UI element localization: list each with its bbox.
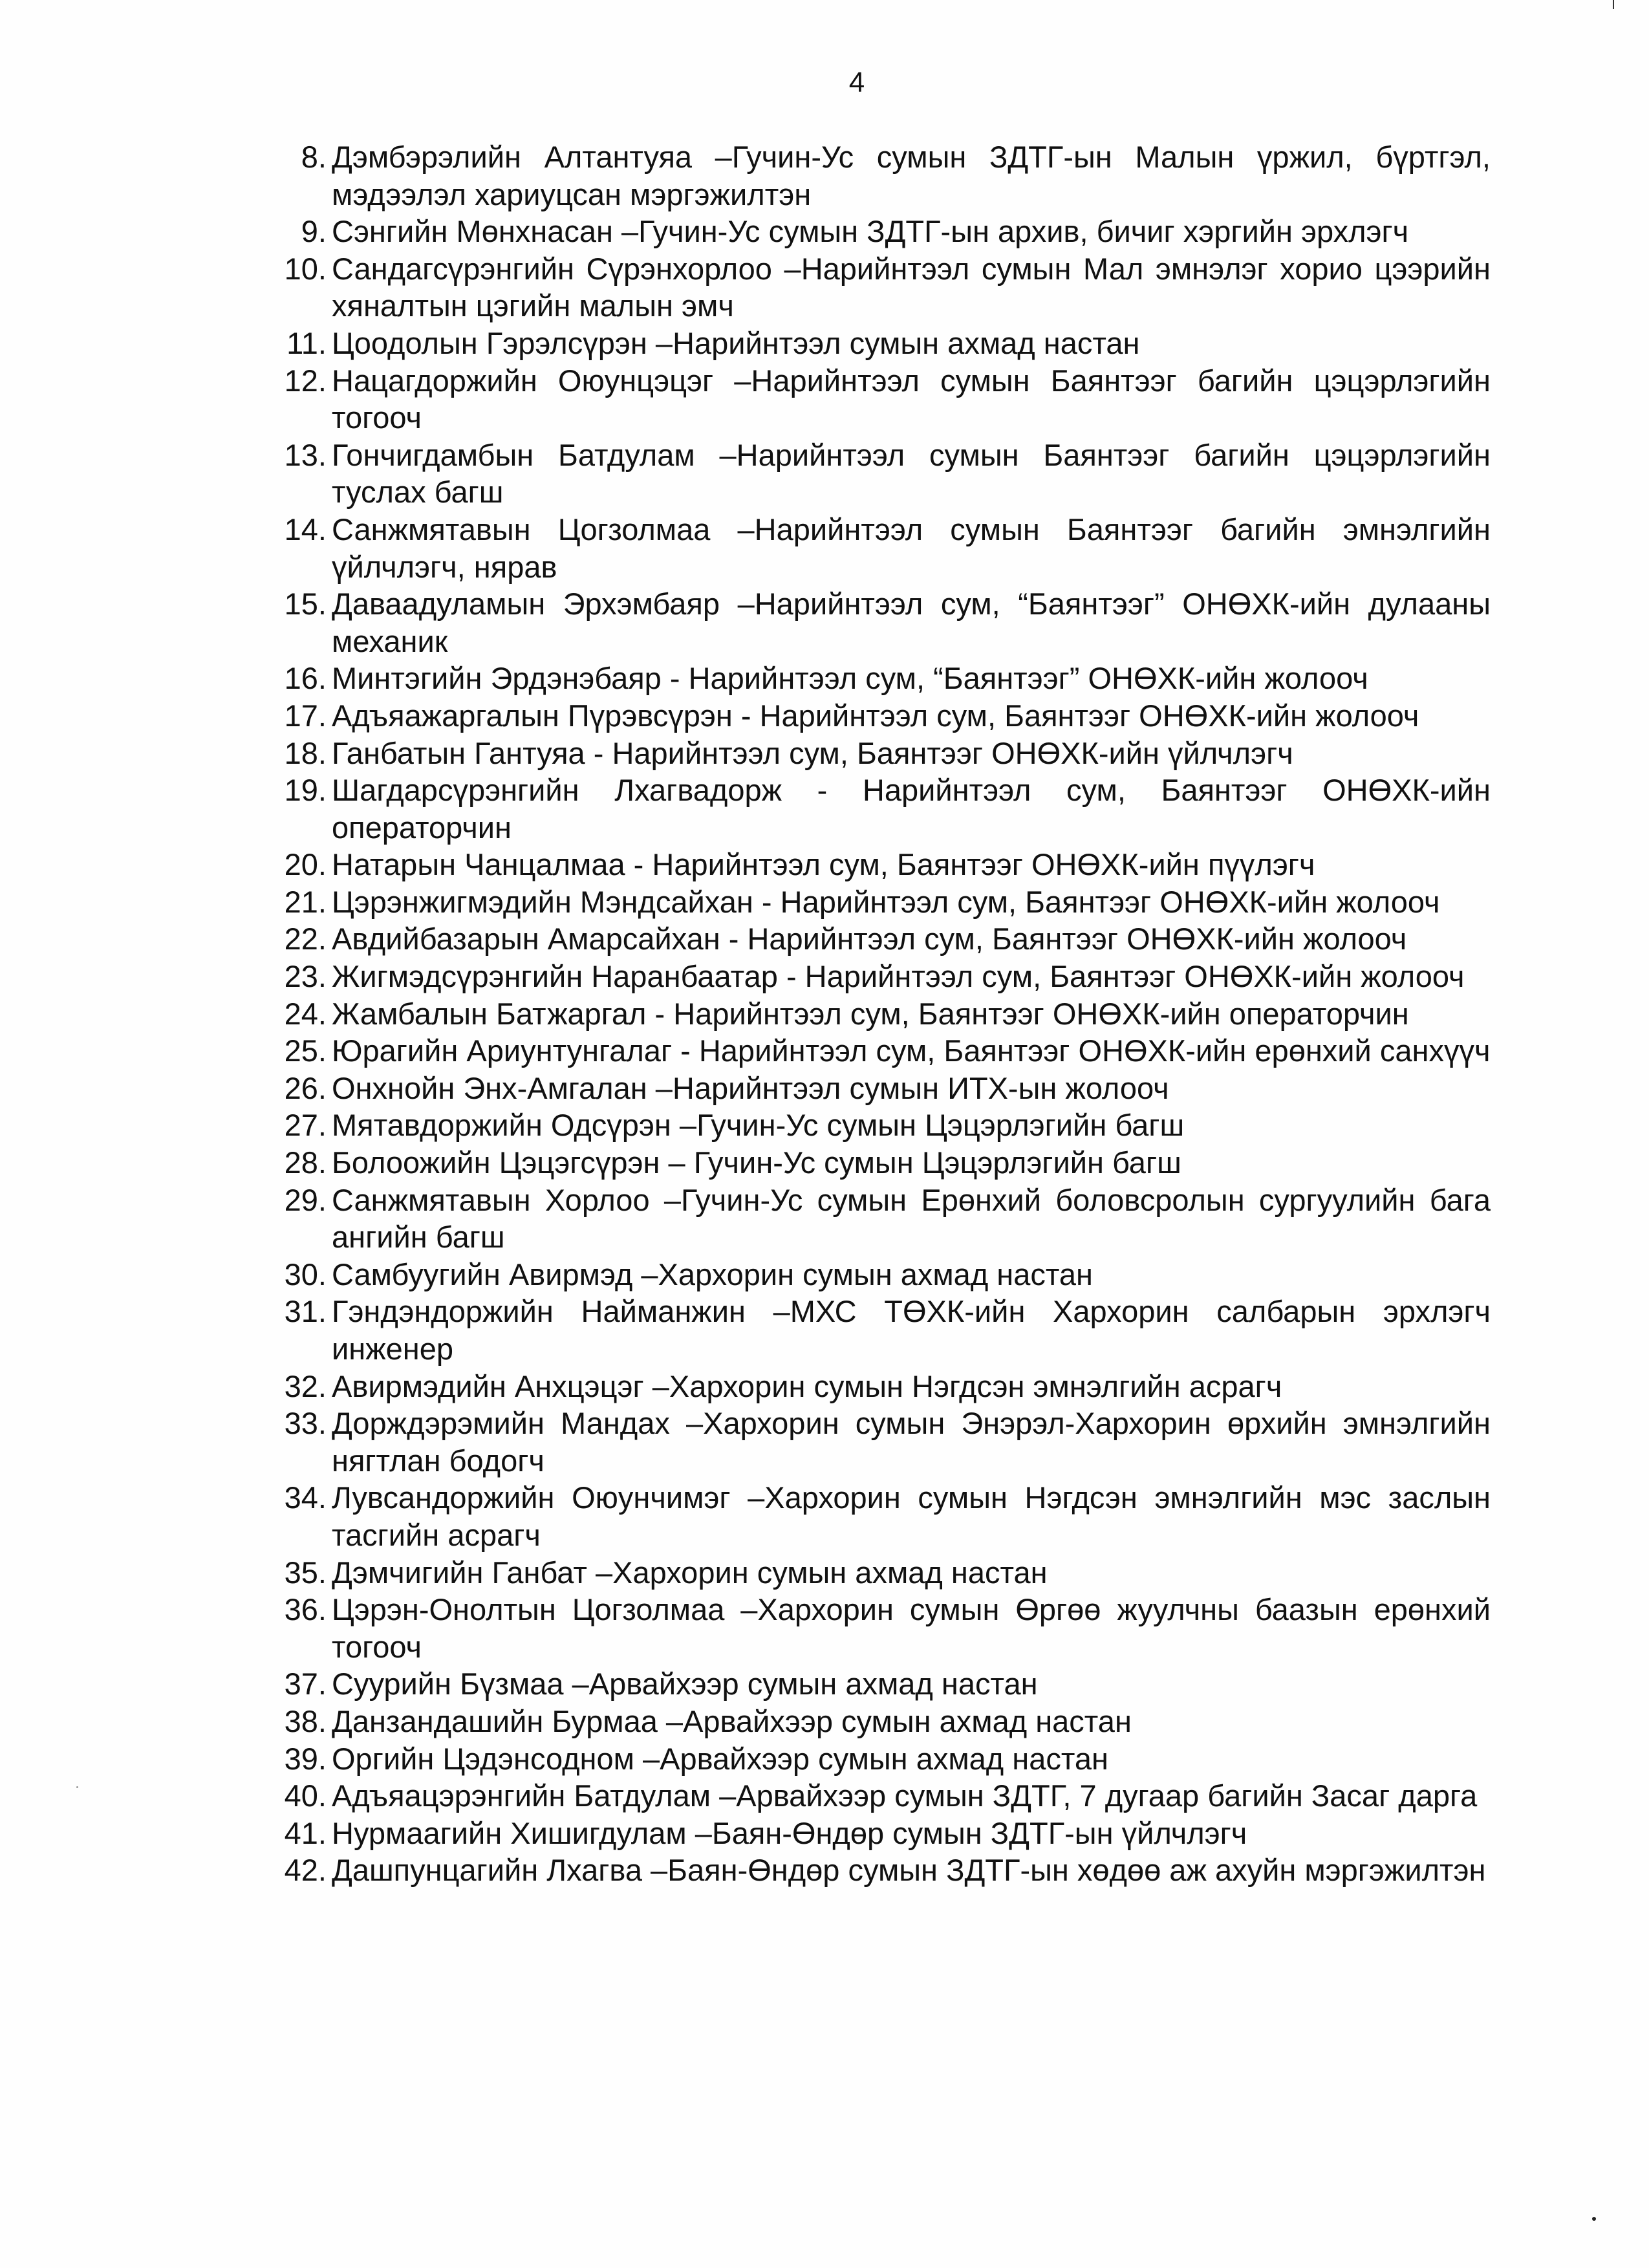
- list-item: [272, 1554, 1491, 1592]
- list-item: [272, 1591, 1491, 1665]
- item-text: Нурмаагийн Хишигдулам –Баян-Өндөр сумын ЗДТГ-ын үйлчлэгч: [332, 1815, 1247, 1850]
- item-number: 32.: [284, 1368, 327, 1403]
- item-number: 38.: [284, 1703, 327, 1738]
- page-number: 4: [848, 67, 865, 98]
- list-item: [272, 697, 1491, 735]
- list-item: [272, 437, 1491, 511]
- list-item: [272, 920, 1491, 958]
- item-text: Оргийн Цэдэнсодном –Арвайхээр сумын ахмад настан: [332, 1741, 1108, 1776]
- list-item: [272, 585, 1491, 660]
- item-text: Болоожийн Цэцэгсүрэн – Гучин-Ус сумын Цэцэрлэгийн багш: [332, 1145, 1181, 1180]
- item-text: Цэрэнжигмэдийн Мэндсайхан - Нарийнтээл сум, Баянтээг ОНӨХК-ийн жолооч: [332, 884, 1440, 919]
- list-item: [272, 958, 1491, 995]
- list-item: [272, 213, 1491, 250]
- item-number: 19.: [284, 773, 327, 808]
- list-item: [272, 362, 1491, 437]
- item-number: 14.: [284, 512, 327, 546]
- item-text: Гэндэндоржийн Найманжин –МХС ТӨХК-ийн Хархорин салбарын эрхлэгч инженер: [332, 1294, 1491, 1366]
- item-number: 8.: [301, 140, 327, 174]
- item-number: 23.: [284, 959, 327, 994]
- item-text: Шагдарсүрэнгийн Лхагвадорж - Нарийнтээл сум, Баянтээг ОНӨХК-ийн операторчин: [332, 773, 1491, 845]
- list-item: [272, 1665, 1491, 1703]
- list-item: [272, 138, 1491, 213]
- item-text: Мятавдоржийн Одсүрэн –Гучин-Ус сумын Цэцэрлэгийн багш: [332, 1108, 1185, 1143]
- list-item: [272, 846, 1491, 883]
- list-item: [272, 735, 1491, 772]
- scan-edge-mark: [1613, 0, 1614, 9]
- item-text: Дорждэрэмийн Мандах –Хархорин сумын Энэрэл-Хархорин өрхийн эмнэлгийн нягтлан бодогч: [332, 1406, 1491, 1478]
- list-item: [272, 1144, 1491, 1182]
- list-item: [272, 995, 1491, 1033]
- item-text: Онхнойн Энх-Амгалан –Нарийнтээл сумын ИТХ-ын жолооч: [332, 1070, 1169, 1105]
- item-text: Сандагсүрэнгийн Сүрэнхорлоо –Нарийнтээл сумын Мал эмнэлэг хорио цээрийн хяналтын цэгийн малын эмч: [332, 251, 1491, 323]
- list-item: [272, 1032, 1491, 1070]
- item-number: 27.: [284, 1108, 327, 1143]
- item-text: Жамбалын Батжаргал - Нарийнтээл сум, Баянтээг ОНӨХК-ийн операторчин: [332, 996, 1409, 1031]
- item-text: Цэрэн-Онолтын Цогзолмаа –Хархорин сумын Өргөө жуулчны баазын ерөнхий тогооч: [332, 1592, 1491, 1664]
- item-text: Лувсандоржийн Оюунчимэг –Хархорин сумын Нэгдсэн эмнэлгийн мэс заслын тасгийн асрагч: [332, 1480, 1491, 1552]
- item-text: Минтэгийн Эрдэнэбаяр - Нарийнтээл сум, “Баянтээг” ОНӨХК-ийн жолооч: [332, 661, 1368, 696]
- list-item: [272, 1293, 1491, 1367]
- item-text: Суурийн Бүзмаа –Арвайхээр сумын ахмад настан: [332, 1667, 1038, 1701]
- item-text: Цоодолын Гэрэлсүрэн –Нарийнтээл сумын ахмад настан: [332, 325, 1140, 360]
- list-item: [272, 1182, 1491, 1256]
- list-item: [272, 250, 1491, 325]
- item-text: Натарын Чанцалмаа - Нарийнтээл сум, Баянтээг ОНӨХК-ийн пүүлэгч: [332, 847, 1315, 882]
- list-item: [272, 1777, 1491, 1815]
- list-item: [272, 1070, 1491, 1107]
- list-item: [272, 1740, 1491, 1778]
- item-number: 9.: [301, 214, 327, 249]
- item-text: Авдийбазарын Амарсайхан - Нарийнтээл сум, Баянтээг ОНӨХК-ийн жолооч: [332, 922, 1407, 956]
- item-number: 28.: [284, 1145, 327, 1180]
- item-text: Сэнгийн Мөнхнасан –Гучин-Ус сумын ЗДТГ-ын архив, бичиг хэргийн эрхлэгч: [332, 214, 1409, 249]
- list-item: [272, 1405, 1491, 1479]
- item-number: 34.: [284, 1480, 327, 1515]
- awardee-list: [272, 138, 1491, 1889]
- item-number: 21.: [284, 884, 327, 919]
- item-number: 20.: [284, 847, 327, 882]
- list-item: [272, 1256, 1491, 1293]
- item-text: Дэмбэрэлийн Алтантуяа –Гучин-Ус сумын ЗДТГ-ын Малын үржил, бүртгэл, мэдээлэл хариуцсан мэргэжилтэн: [332, 140, 1491, 211]
- list-item: [272, 1368, 1491, 1405]
- item-number: 11.: [286, 325, 327, 360]
- list-item: [272, 772, 1491, 846]
- item-number: 22.: [284, 922, 327, 956]
- item-number: 31.: [284, 1294, 327, 1329]
- item-text: Данзандашийн Бурмаа –Арвайхээр сумын ахмад настан: [332, 1703, 1132, 1738]
- item-number: 13.: [284, 437, 327, 472]
- item-text: Адъяацэрэнгийн Батдулам –Арвайхээр сумын ЗДТГ, 7 дугаар багийн Засаг дарга: [332, 1778, 1478, 1813]
- list-item: [272, 1815, 1491, 1852]
- list-item: [272, 511, 1491, 585]
- item-number: 16.: [284, 661, 327, 696]
- item-text: Дэмчигийн Ганбат –Хархорин сумын ахмад настан: [332, 1555, 1048, 1590]
- list-item: [272, 660, 1491, 697]
- item-number: 39.: [284, 1741, 327, 1776]
- list-item: [272, 1852, 1491, 1889]
- item-number: 18.: [284, 735, 327, 770]
- item-text: Адъяажаргалын Пүрэвсүрэн - Нарийнтээл сум, Баянтээг ОНӨХК-ийн жолооч: [332, 698, 1419, 733]
- item-number: 30.: [284, 1257, 327, 1291]
- item-number: 10.: [284, 251, 327, 286]
- item-text: Дашпунцагийн Лхагва –Баян-Өндөр сумын ЗДТГ-ын хөдөө аж ахуйн мэргэжилтэн: [332, 1853, 1486, 1888]
- item-text: Санжмятавын Цогзолмаа –Нарийнтээл сумын Баянтээг багийн эмнэлгийн үйлчлэгч, нярав: [332, 512, 1491, 584]
- item-number: 37.: [284, 1667, 327, 1701]
- item-number: 42.: [284, 1853, 327, 1888]
- list-item: [272, 883, 1491, 921]
- item-number: 36.: [284, 1592, 327, 1627]
- item-text: Ганбатын Гантуяа - Нарийнтээл сум, Баянтээг ОНӨХК-ийн үйлчлэгч: [332, 735, 1293, 770]
- item-text: Даваадуламын Эрхэмбаяр –Нарийнтээл сум, “Баянтээг” ОНӨХК-ийн дулааны механик: [332, 587, 1491, 658]
- item-number: 26.: [284, 1070, 327, 1105]
- item-number: 15.: [284, 587, 327, 621]
- scan-speck: [76, 1786, 78, 1788]
- item-number: 33.: [284, 1406, 327, 1441]
- scan-speck: [1592, 2217, 1596, 2221]
- item-number: 40.: [284, 1778, 327, 1813]
- item-number: 12.: [284, 363, 327, 398]
- item-text: Жигмэдсүрэнгийн Наранбаатар - Нарийнтээл сум, Баянтээг ОНӨХК-ийн жолооч: [332, 959, 1465, 994]
- item-number: 29.: [284, 1182, 327, 1217]
- item-text: Юрагийн Ариунтунгалаг - Нарийнтээл сум, Баянтээг ОНӨХК-ийн ерөнхий санхүүч: [332, 1033, 1491, 1068]
- item-number: 35.: [284, 1555, 327, 1590]
- item-text: Авирмэдийн Анхцэцэг –Хархорин сумын Нэгдсэн эмнэлгийн асрагч: [332, 1368, 1282, 1403]
- item-text: Гончигдамбын Батдулам –Нарийнтээл сумын Баянтээг багийн цэцэрлэгийн туслах багш: [332, 437, 1491, 510]
- item-number: 17.: [284, 698, 327, 733]
- list-item: [272, 1703, 1491, 1740]
- item-text: Самбуугийн Авирмэд –Хархорин сумын ахмад настан: [332, 1257, 1093, 1291]
- list-item: [272, 325, 1491, 362]
- item-number: 25.: [284, 1033, 327, 1068]
- list-item: [272, 1479, 1491, 1553]
- item-text: Санжмятавын Хорлоо –Гучин-Ус сумын Ерөнхий боловсролын сургуулийн бага ангийн багш: [332, 1182, 1491, 1255]
- item-number: 41.: [284, 1815, 327, 1850]
- item-text: Нацагдоржийн Оюунцэцэг –Нарийнтээл сумын Баянтээг багийн цэцэрлэгийн тогооч: [332, 363, 1491, 435]
- item-number: 24.: [284, 996, 327, 1031]
- list-item: [272, 1107, 1491, 1144]
